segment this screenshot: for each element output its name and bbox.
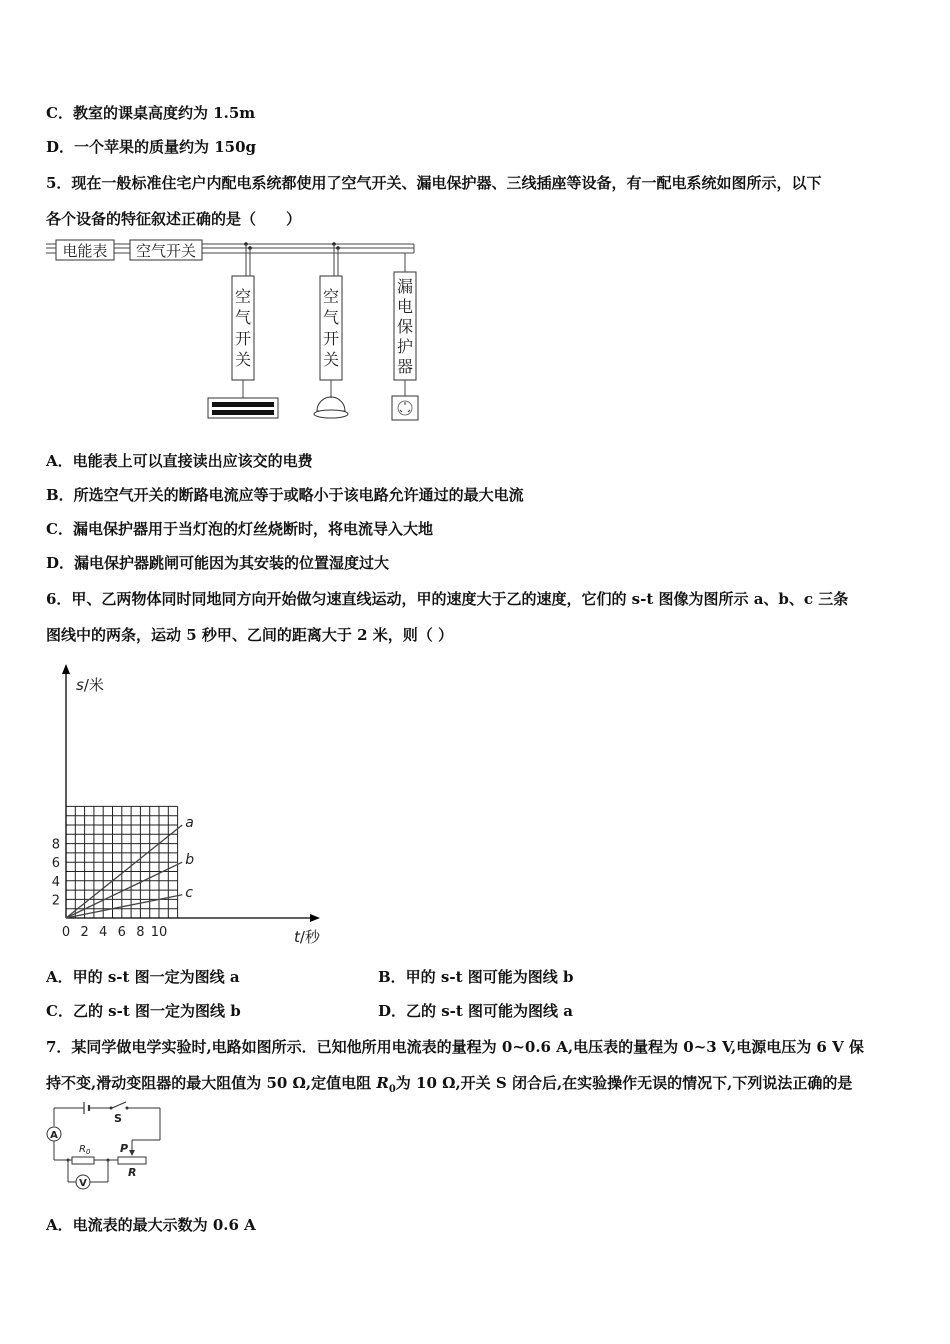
ammeter-label: A xyxy=(50,1130,58,1141)
y-tick-label: 2 xyxy=(51,893,60,909)
q5-option-d: D．漏电保护器跳闸可能因为其安装的位置湿度过大 xyxy=(46,554,390,572)
q5-option-a: A．电能表上可以直接读出应该交的电费 xyxy=(46,452,313,470)
q7-r0-subscript: 0 xyxy=(388,1084,396,1095)
main-switch-label: 空气开关 xyxy=(135,242,197,260)
q6-option-d: D．乙的 s-t 图可能为图线 a xyxy=(378,1002,573,1020)
circuit-figure xyxy=(40,1100,170,1196)
q7-stem-line2-before: 持不变,滑动变阻器的最大阻值为 50 Ω,定值电阻 xyxy=(46,1074,377,1092)
x-axis-arrow xyxy=(310,914,320,922)
st-graph xyxy=(44,660,334,950)
switch-label: S xyxy=(114,1112,122,1125)
q5-option-c: C．漏电保护器用于当灯泡的灯丝烧断时，将电流导入大地 xyxy=(46,520,433,538)
y-tick-label: 8 xyxy=(51,837,60,853)
y-axis-label: s/米 xyxy=(76,676,104,694)
q4-option-c: C．教室的课桌高度约为 1.5m xyxy=(46,104,256,122)
lamp-icon xyxy=(314,395,348,418)
q7-stem-line1: 7．某同学做电学实验时,电路如图所示．已知他所用电流表的量程为 0~0.6 A,电压表的量程为 0~3 V,电源电压为 6 V 保 xyxy=(46,1038,864,1056)
q6-option-b: B．甲的 s-t 图可能为图线 b xyxy=(378,968,574,986)
q6-stem-line1: 6．甲、乙两物体同时同地同方向开始做匀速直线运动，甲的速度大于乙的速度，它们的 s-t 图像为图所示 a、b、c 三条 xyxy=(46,590,849,608)
x-tick-label: 8 xyxy=(136,925,145,940)
q5-option-b: B．所选空气开关的断路电流应等于或略小于该电路允许通过的最大电流 xyxy=(46,486,524,504)
q5-stem-line2: 各个设备的特征叙述正确的是（ ） xyxy=(46,210,302,228)
voltmeter-label: V xyxy=(79,1178,87,1189)
series-line-c xyxy=(66,895,182,918)
q7-r0-symbol: R xyxy=(376,1074,389,1092)
x-tick-label: 4 xyxy=(99,925,108,940)
q7-stem-line2-after: 为 10 Ω,开关 S 闭合后,在实验操作无误的情况下,下列说法正确的是 xyxy=(395,1074,853,1092)
x-tick-label: 6 xyxy=(117,925,126,940)
series-label-b: b xyxy=(185,852,195,869)
leakage-protector-label: 漏电保护器 xyxy=(396,277,414,376)
q5-stem-line1: 5．现在一般标准住宅户内配电系统都使用了空气开关、漏电保护器、三线插座等设备，有一配电系统如图所示，以下 xyxy=(46,174,822,192)
q6-option-a: A．甲的 s-t 图一定为图线 a xyxy=(46,968,240,986)
branch-switch-1-label: 空气开关 xyxy=(234,287,252,369)
y-tick-label: 4 xyxy=(51,874,60,890)
y-axis-arrow xyxy=(62,664,70,674)
socket-icon xyxy=(392,396,418,420)
meter-label: 电能表 xyxy=(62,242,108,260)
q6-option-c: C．乙的 s-t 图一定为图线 b xyxy=(46,1002,241,1020)
branch-switch-2-label: 空气开关 xyxy=(322,287,340,369)
rheostat-label: R xyxy=(128,1166,137,1179)
series-label-c: c xyxy=(185,884,193,901)
series-label-a: a xyxy=(185,815,194,831)
x-tick-label: 2 xyxy=(80,925,89,940)
r0-label: $R_0$ xyxy=(79,1144,91,1156)
y-tick-label: 6 xyxy=(51,856,60,872)
slider-label: P xyxy=(120,1142,129,1155)
x-tick-label: 10 xyxy=(150,925,168,940)
q6-stem-line2: 图线中的两条，运动 5 秒甲、乙间的距离大于 2 米，则（ ） xyxy=(46,626,453,644)
q7-stem-line2 xyxy=(46,1072,852,1095)
x-axis-label: t/秒 xyxy=(294,928,320,946)
q4-option-d: D．一个苹果的质量约为 150g xyxy=(46,138,257,156)
distribution-system-figure xyxy=(44,238,434,426)
q7-option-a: A．电流表的最大示数为 0.6 A xyxy=(46,1216,256,1234)
x-tick-label: 0 xyxy=(61,925,71,940)
